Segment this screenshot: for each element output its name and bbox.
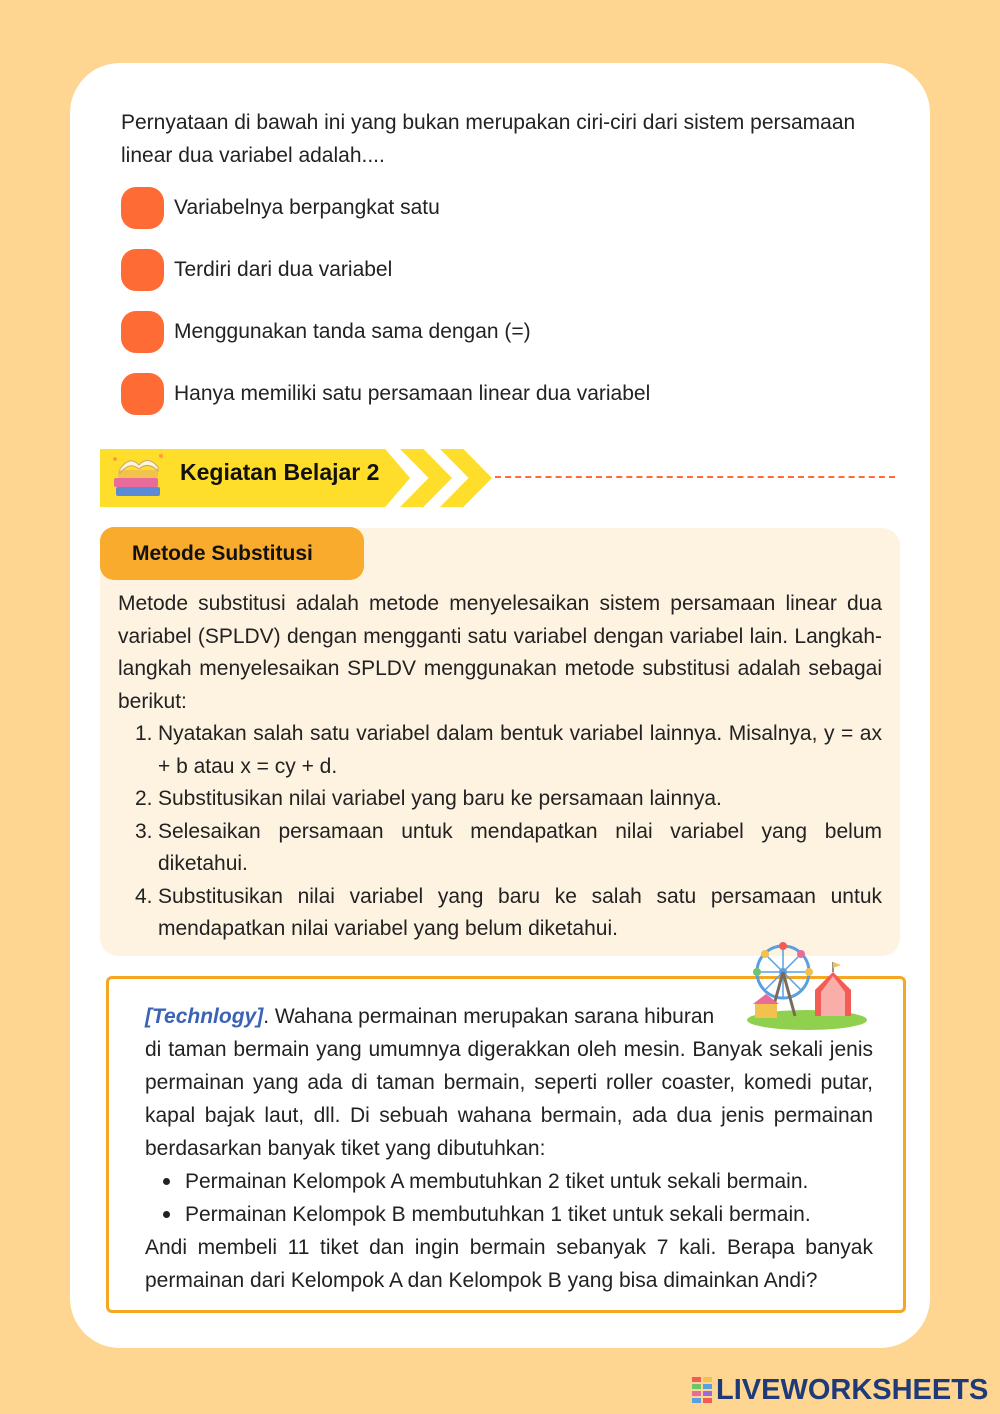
method-steps [118,718,882,946]
step-text: Substitusikan nilai variabel yang baru ke persamaan lainnya. [158,787,722,810]
option-c[interactable] [121,310,901,354]
option-a[interactable] [121,186,901,230]
liveworksheets-logo[interactable] [692,1373,988,1407]
step-number: 2. [135,787,153,810]
step-number: 1. [135,722,153,745]
problem-tag: [Technlogy] [145,1005,264,1028]
step-number: 4. [135,884,153,908]
step-text: Selesaikan persamaan untuk mendapatkan nilai variabel yang belum diketahui. [158,819,882,875]
option-b-label: Terdiri dari dua variabel [174,258,393,281]
banner-title: Kegiatan Belajar 2 [180,459,380,485]
option-a-radio[interactable] [121,187,164,229]
problem-content [145,1000,873,1297]
problem-lead-text: . Wahana permainan merupakan sarana hiburan [263,1005,715,1028]
books-icon [106,447,168,509]
method-content [118,588,882,946]
problem-bullet: Permainan Kelompok B membutuhkan 1 tiket untuk sekali bermain. [145,1198,873,1231]
option-b[interactable] [121,248,901,292]
option-d-radio[interactable] [121,373,164,415]
problem-question: Andi membeli 11 tiket dan ingin bermain sebanyak 7 kali. Berapa banyak permainan dari Kelompok A dan Kelompok B yang bisa dimainkan Andi? [145,1236,873,1292]
method-step [118,783,882,816]
method-step [118,816,882,881]
banner-dashed-line [495,476,895,478]
step-number: 3. [135,819,153,843]
question-text: Pernyataan di bawah ini yang bukan merupakan ciri-ciri dari sistem persamaan linear dua variabel adalah.... [121,111,856,167]
liveworksheets-brand: LIVEWORKSHEETS [716,1373,989,1406]
problem-lead [145,1000,730,1033]
step-text: Nyatakan salah satu variabel dalam bentuk variabel lainnya. Misalnya, y = ax + b atau x = cy + d. [158,722,882,778]
liveworksheets-logo-icon [692,1377,712,1403]
method-step [118,718,882,783]
problem-text: di taman bermain yang umumnya digerakkan oleh mesin. Banyak sekali jenis permainan yang ada di taman bermain, seperti roller coaster, komedi putar, kapal bajak laut, dll. Di sebuah wahana bermain, ada dua jenis permainan berdasarkan banyak tiket yang dibutuhkan: [145,1038,873,1160]
problem-bullet: Permainan Kelompok A membutuhkan 2 tiket untuk sekali bermain. [145,1165,873,1198]
option-c-radio[interactable] [121,311,164,353]
problem-bullets [145,1165,873,1231]
method-step [118,881,882,946]
method-title: Metode Substitusi [100,527,364,580]
section-banner [100,447,900,509]
method-intro: Metode substitusi adalah metode menyelesaikan sistem persamaan linear dua variabel (SPLDV) dengan mengganti satu variabel dengan variabel lain. Langkah-langkah menyelesaikan SPLDV menggunakan metode substitusi adalah sebagai berikut: [118,592,882,713]
option-d[interactable] [121,372,901,416]
option-d-label: Hanya memiliki satu persamaan linear dua variabel [174,382,651,405]
step-text: Substitusikan nilai variabel yang baru ke salah satu persamaan untuk mendapatkan nilai variabel yang belum diketahui. [158,884,882,940]
option-a-label: Variabelnya berpangkat satu [174,196,440,219]
option-c-label: Menggunakan tanda sama dengan (=) [174,320,531,343]
option-b-radio[interactable] [121,249,164,291]
